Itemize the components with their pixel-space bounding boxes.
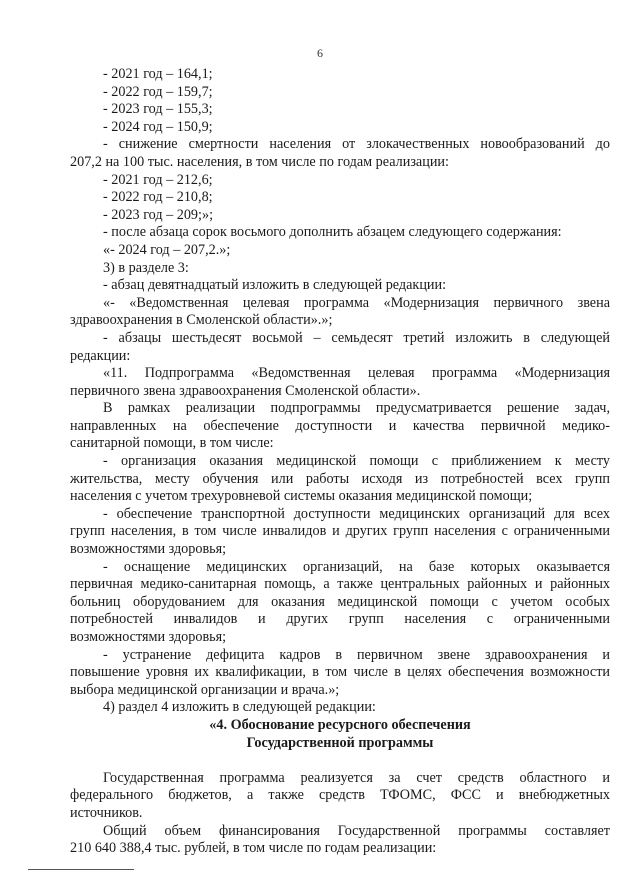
text-line: - 2021 год – 212,6; — [103, 171, 213, 188]
text-line: - абзац девятнадцатый изложить в следующей редакции: — [103, 277, 447, 294]
text-line: Государственная программа реализуется за счет средств областного и — [103, 769, 610, 786]
text-line: выбора медицинской организации и врача.»; — [70, 681, 340, 698]
text-line: федерального бюджетов, а также средств ТФОМС, ФСС и внебюджетных — [70, 787, 610, 804]
text-line: В рамках реализации подпрограммы предусматривается решение задач, — [103, 400, 610, 417]
text-line: - 2022 год – 210,8; — [103, 189, 213, 206]
text-line: - снижение смертности населения от злокачественных новообразований до — [103, 136, 610, 153]
text-line: редакции: — [70, 347, 131, 364]
text-line: - устранение дефицита кадров в первичном звене здравоохранения и — [103, 646, 610, 663]
footnote-divider — [28, 869, 134, 870]
text-line: - оснащение медицинских организаций, на базе которых оказывается — [103, 558, 610, 575]
text-line: источников. — [70, 804, 143, 821]
text-line: направленных на обеспечение доступности и качества первичной медико- — [70, 417, 610, 434]
text-line: населения с учетом трехуровневой системы оказания медицинской помощи; — [70, 488, 533, 505]
text-line: «- «Ведомственная целевая программа «Модернизация первичного звена — [103, 294, 610, 311]
text-line: здравоохранения в Смоленской области».»; — [70, 312, 333, 329]
text-line: 3) в разделе 3: — [103, 259, 189, 276]
page-number: 6 — [317, 46, 323, 60]
text-line: «- 2024 год – 207,2.»; — [103, 241, 231, 258]
text-line: - после абзаца сорок восьмого дополнить абзацем следующего содержания: — [103, 224, 562, 241]
text-line: - обеспечение транспортной доступности медицинских организаций для всех — [103, 505, 610, 522]
text-line: повышение уровня их квалификации, в том числе в целях обеспечения возможности — [70, 664, 610, 681]
text-line: первичная медико-санитарная помощь, а также центральных районных и районных — [70, 576, 610, 593]
text-line: Общий объем финансирования Государственной программы составляет — [103, 822, 610, 839]
text-line: 210 640 388,4 тыс. рублей, в том числе по годам реализации: — [70, 840, 437, 857]
text-line: - 2023 год – 209;»; — [103, 206, 214, 223]
section-heading: «4. Обоснование ресурсного обеспечения — [209, 716, 471, 733]
text-line: 4) раздел 4 изложить в следующей редакции: — [103, 699, 376, 716]
text-line: - абзацы шестьдесят восьмой – семьдесят третий изложить в следующей — [103, 329, 610, 346]
text-line: жительства, месту обучения или работы исходя из потребностей всех групп — [70, 470, 610, 487]
text-line: возможностями здоровья; — [70, 541, 227, 558]
text-line: санитарной помощи, в том числе: — [70, 435, 274, 452]
text-line: больниц оборудованием для оказания медицинской помощи с учетом особых — [70, 593, 610, 610]
text-line: первичного звена здравоохранения Смоленской области». — [70, 382, 421, 399]
text-line: - 2023 год – 155,3; — [103, 101, 213, 118]
blank-line — [70, 752, 610, 770]
text-line: «11. Подпрограмма «Ведомственная целевая программа «Модернизация — [103, 365, 610, 382]
text-line: групп населения, в том числе инвалидов и других групп населения с ограниченными — [70, 523, 610, 540]
document-body — [70, 66, 610, 858]
text-line: возможностями здоровья; — [70, 629, 227, 645]
text-line: - 2024 год – 150,9; — [103, 118, 213, 135]
text-line: - 2021 год – 164,1; — [103, 66, 213, 82]
text-line: потребностей инвалидов и других групп населения с ограниченными — [70, 611, 610, 628]
text-line: - организация оказания медицинской помощи с приближением к месту — [103, 453, 610, 470]
text-line: - 2022 год – 159,7; — [103, 83, 213, 100]
section-heading: Государственной программы — [246, 734, 434, 751]
text-line: 207,2 на 100 тыс. населения, в том числе по годам реализации: — [70, 153, 449, 170]
